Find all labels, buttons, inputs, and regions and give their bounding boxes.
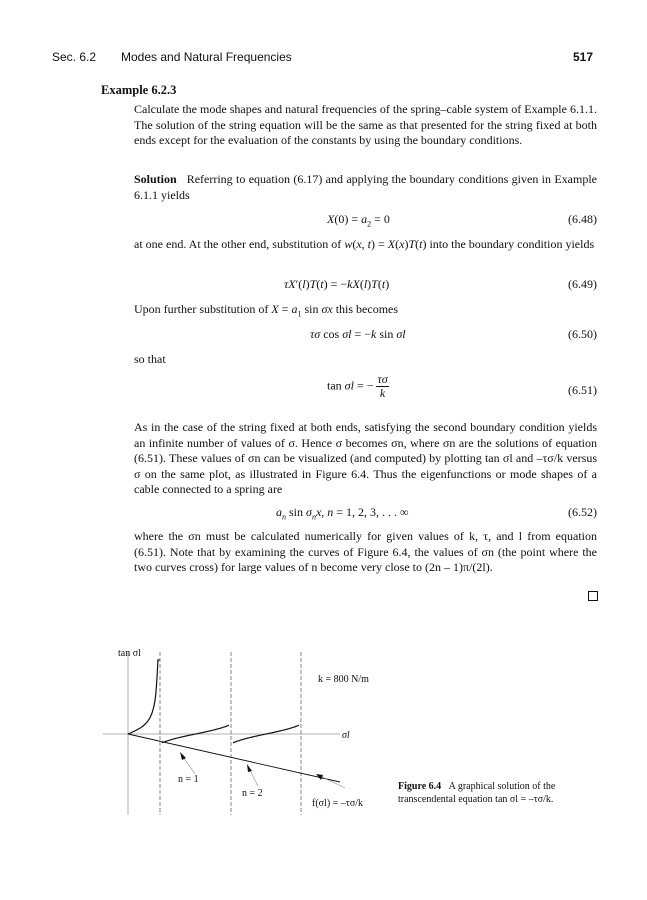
- final-paragraph: where the σn must be calculated numerically for given values of k, τ, and l from equation (6.51). Note that by examining the curves of Figure 6.4, the values of σn (the point where the two curves cross) for large values of n become very close to (2n – 1)π/(2l).: [134, 529, 597, 575]
- figure-caption-label: Figure 6.4: [398, 781, 442, 792]
- text-after-649-b: this becomes: [335, 302, 399, 316]
- end-of-example-square: [588, 591, 598, 601]
- k-label: k = 800 N/m: [318, 674, 369, 685]
- figure-caption-text: A graphical solution of the transcendental equation tan σl = –τσ/k.: [398, 781, 556, 805]
- equation-6-51: tan σl = − $\frac{\tau\sigma}{k}$: [327, 372, 388, 400]
- running-header-section: Sec. 6.2: [52, 50, 97, 64]
- tan-branch-1: [128, 660, 160, 734]
- solution-label: Solution: [134, 172, 177, 186]
- solution-paragraph: [134, 172, 597, 203]
- page-number: 517: [573, 50, 594, 64]
- figure-caption: [398, 780, 598, 806]
- text-after-648-a: at one end. At the other end, substitution of: [134, 237, 342, 251]
- equation-6-50: τσ cos σl = −k sin σl: [310, 327, 406, 341]
- eq-number-6-49: (6.49): [568, 277, 597, 291]
- text-after-649-a: Upon further substitution of: [134, 302, 269, 316]
- so-that-text: so that: [134, 352, 166, 366]
- solution-text: Referring to equation (6.17) and applying the boundary conditions given in Example 6.1.1 yields: [134, 172, 597, 202]
- eq-number-6-48: (6.48): [568, 212, 597, 226]
- arrow-n1: [180, 752, 186, 760]
- figure-6-4: [0, 630, 400, 830]
- example-intro: Calculate the mode shapes and natural frequencies of the spring–cable system of Example 6.1.1. The solution of the string equation will be the same as that presented for the string fixed at both ends except for the evaluation of the constants by using the boundary conditions.: [134, 102, 597, 148]
- eq-number-6-50: (6.50): [568, 327, 597, 341]
- text-after-eq-6-49: Upon further substitution of $X = a_1$ sin σx this becomes: [134, 302, 399, 319]
- eq-number-6-51: (6.51): [568, 383, 597, 397]
- equation-6-52: $a_n$ $\sin \sigma_nx$, n = 1, 2, 3, . . . ∞: [276, 505, 409, 522]
- equation-6-48: $X(0) = a_2 = 0$: [327, 212, 390, 229]
- text-after-648-b: into the boundary condition yields: [429, 237, 595, 251]
- text-after-eq-6-48: at one end. At the other end, substitution of w(x, t) = X(x)T(t) into the boundary condition yields: [134, 237, 595, 251]
- equation-6-49: τX′(l)T(t) = −kX(l)T(t): [284, 277, 390, 291]
- x-axis-label: σl: [342, 730, 350, 741]
- eq-number-6-52: (6.52): [568, 505, 597, 519]
- running-header-title: Modes and Natural Frequencies: [121, 50, 292, 64]
- n1-label: n = 1: [178, 774, 199, 785]
- line-label: f(σl) = –τσ/k: [312, 798, 363, 809]
- arrow-n2: [247, 764, 252, 772]
- n2-label: n = 2: [242, 788, 263, 799]
- example-title: Example 6.2.3: [101, 83, 177, 97]
- y-axis-label: tan σl: [118, 648, 141, 659]
- eigen-paragraph: As in the case of the string fixed at both ends, satisfying the second boundary condition yields an infinite number of values of σ. Hence σ becomes σn, where σn are the solutions of equation (6.51). These values of σn can be visualized (and computed) by plotting tan σl and –τσ/k versus σ on the same plot, as illustrated in Figure 6.4. Thus the eigenfunctions or mode shapes of a cable connected to a spring are: [134, 420, 597, 497]
